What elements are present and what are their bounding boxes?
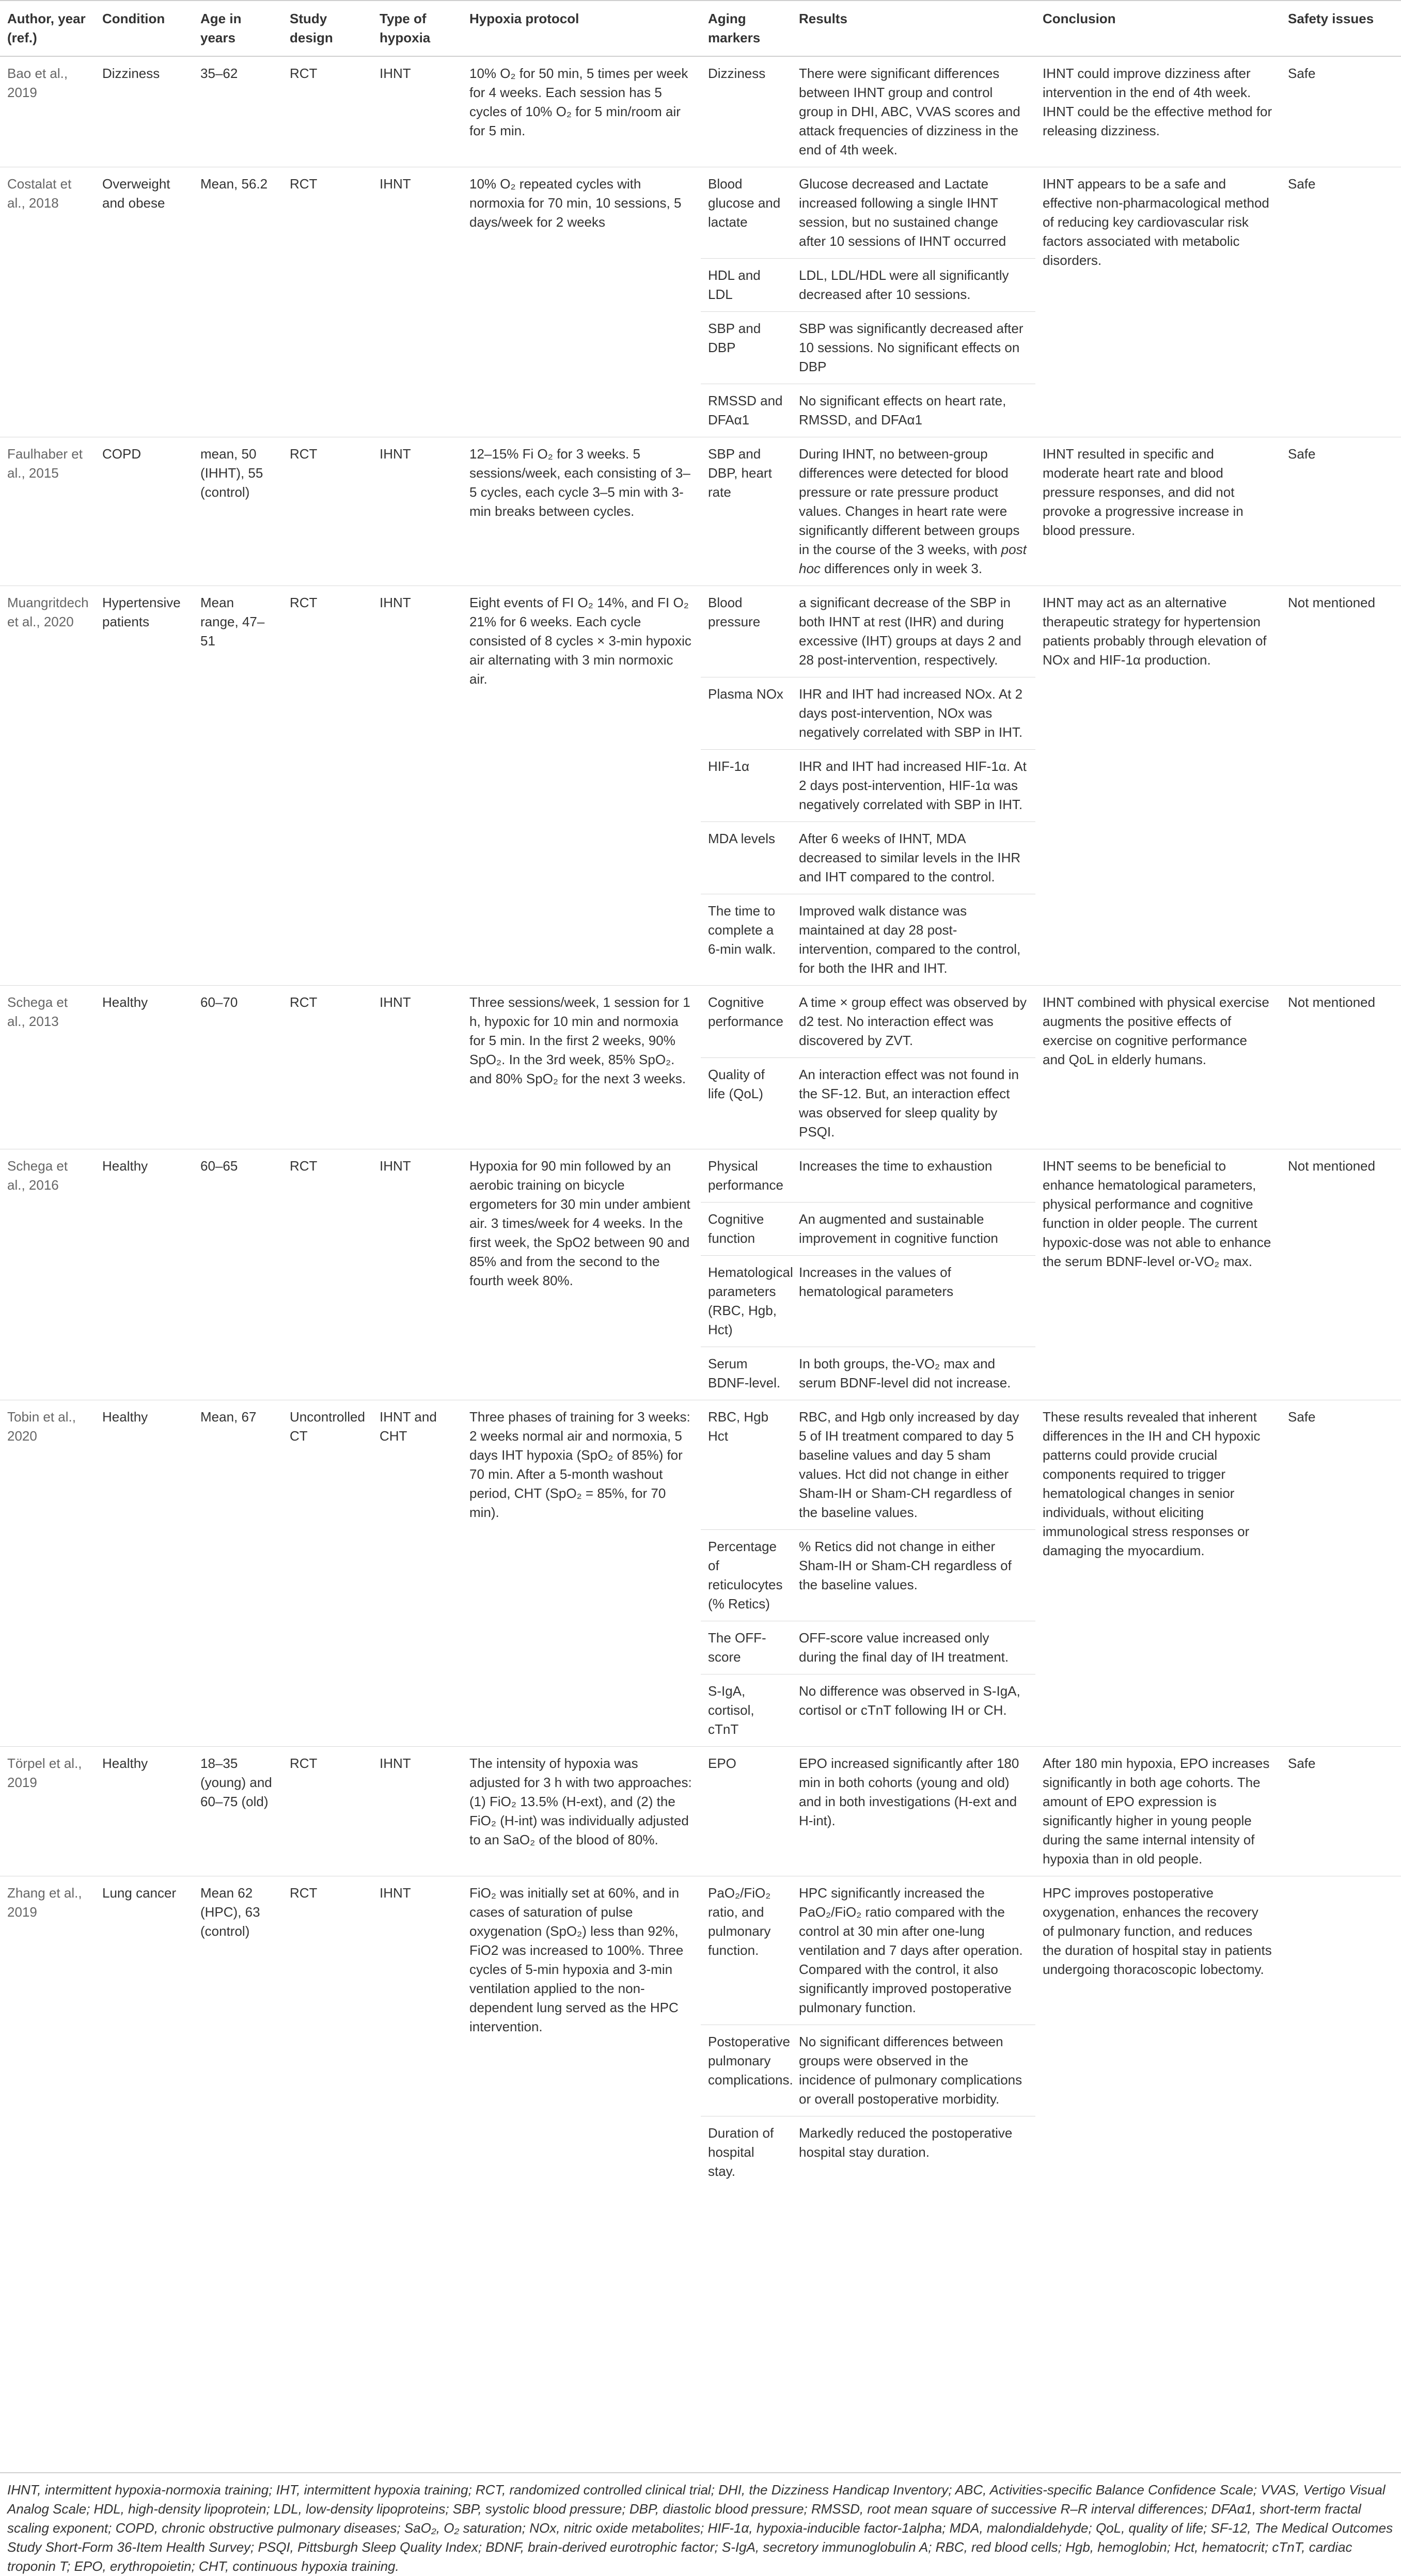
table-footnote: IHNT, intermittent hypoxia-normoxia training; IHT, intermittent hypoxia training; RCT, randomized controlled clinical trial; DHI, the Dizziness Handicap Inventory; ABC, Activities-specific Balance Confidence Scale; VVAS, Vertigo Visual Analog Scale; HDL, high-density lipoprotein; LDL, low-density lipoproteins; SBP, systolic blood pressure; DBP, diastolic blood pressure; RMSSD, root mean square of successive R–R interval differences; DFAα1, short-term fractal scaling exponent; COPD, chronic obstructive pulmonary diseases; SaO₂, O₂ saturation; NOx, nitric oxide metabolites; HIF-1α, hypoxia-inducible factor-1alpha; MDA, malondialdehyde; QoL, quality of life; SF-12, The Medical Outcomes Study Short-Form 36-Item Health Survey; PSQI, Pittsburgh Sleep Quality Index; BDNF, brain-derived eurotrophic factor; S-IgA, secretory immunoglobulin A; RBC, red blood cells; Hgb, hemoglobin; Hct, hematocrit; cTnT, cardiac troponin T; EPO, erythropoietin; CHT, continuous hypoxia training. (0, 2472, 1401, 2576)
study-condition: COPD (95, 437, 193, 586)
study-safety: Not mentioned (1281, 586, 1401, 986)
table-row (0, 167, 1401, 259)
study-conclusion: IHNT could improve dizziness after intervention in the end of 4th week. IHNT could be the effective method for releasing dizziness. (1035, 56, 1281, 167)
aging-marker: Blood pressure (701, 586, 792, 677)
study-age: Mean 62 (HPC), 63 (control) (193, 1876, 282, 2189)
aging-marker: Hematological parameters (RBC, Hgb, Hct) (701, 1256, 792, 1347)
study-protocol: Eight events of FI O₂ 14%, and FI O₂ 21% for 6 weeks. Each cycle consisted of 8 cycles × 3-min hypoxic air alternating with 3 min normoxic air. (462, 586, 701, 986)
study-protocol: FiO₂ was initially set at 60%, and in cases of saturation of pulse oxygenation (SpO₂) less than 92%, FiO2 was increased to 100%. Three cycles of 5-min hypoxia and 3-min ventilation applied to the non-dependent lung served as the HPC intervention. (462, 1876, 701, 2189)
study-condition: Hypertensive patients (95, 586, 193, 986)
aging-marker: The time to complete a 6-min walk. (701, 894, 792, 986)
study-design: RCT (282, 1747, 372, 1876)
result-text: IHR and IHT had increased NOx. At 2 days post-intervention, NOx was negatively correlated with SBP in IHT. (792, 677, 1035, 750)
aging-marker: Blood glucose and lactate (701, 167, 792, 259)
study-author: Törpel et al., 2019 (0, 1747, 95, 1876)
result-text: No significant differences between groups were observed in the incidence of pulmonary complications or overall postoperative morbidity. (792, 2025, 1035, 2116)
col-header-results: Results (792, 1, 1035, 56)
result-text: After 6 weeks of IHNT, MDA decreased to similar levels in the IHR and IHT compared to the control. (792, 822, 1035, 894)
col-header-safety: Safety issues (1281, 1, 1401, 56)
study-conclusion: IHNT appears to be a safe and effective non-pharmacological method of reducing key cardiovascular risk factors associated with metabolic disorders. (1035, 167, 1281, 437)
aging-marker: SBP and DBP (701, 312, 792, 384)
result-text: Increases in the values of hematological parameters (792, 1256, 1035, 1347)
study-hypoxia-type: IHNT (372, 1149, 462, 1400)
table-row (0, 986, 1401, 1058)
study-condition: Healthy (95, 1149, 193, 1400)
study-safety: Safe (1281, 167, 1401, 437)
table-row (0, 1400, 1401, 1530)
aging-marker: Serum BDNF-level. (701, 1347, 792, 1400)
italic-term: post hoc (799, 542, 1027, 576)
study-conclusion: IHNT combined with physical exercise augments the positive effects of exercise on cognitive performance and QoL in elderly humans. (1035, 986, 1281, 1149)
study-hypoxia-type: IHNT (372, 986, 462, 1149)
study-protocol: Hypoxia for 90 min followed by an aerobic training on bicycle ergometers for 30 min under ambient air. 3 times/week for 4 weeks. In the first week, the SpO2 between 90 and 85% and from the second to the fourth week 80%. (462, 1149, 701, 1400)
aging-marker: Quality of life (QoL) (701, 1058, 792, 1149)
study-conclusion: These results revealed that inherent differences in the IH and CH hypoxic patterns could provide crucial components required to trigger hematological changes in senior individuals, without eliciting immunological stress responses or damaging the myocardium. (1035, 1400, 1281, 1747)
study-age: Mean, 56.2 (193, 167, 282, 437)
study-safety: Not mentioned (1281, 1149, 1401, 1400)
aging-marker: SBP and DBP, heart rate (701, 437, 792, 586)
study-safety (1281, 1876, 1401, 2189)
study-age: Mean, 67 (193, 1400, 282, 1747)
study-protocol: 10% O₂ repeated cycles with normoxia for 70 min, 10 sessions, 5 days/week for 2 weeks (462, 167, 701, 437)
table-body (0, 56, 1401, 2188)
result-text: In both groups, the-VO₂ max and serum BDNF-level did not increase. (792, 1347, 1035, 1400)
study-design: RCT (282, 586, 372, 986)
study-hypoxia-type: IHNT (372, 1747, 462, 1876)
study-age: mean, 50 (IHHT), 55 (control) (193, 437, 282, 586)
study-author: Schega et al., 2013 (0, 986, 95, 1149)
study-design: RCT (282, 1876, 372, 2189)
study-safety: Safe (1281, 1400, 1401, 1747)
col-header-condition: Condition (95, 1, 193, 56)
col-header-type: Type of hypoxia (372, 1, 462, 56)
study-author: Faulhaber et al., 2015 (0, 437, 95, 586)
table-row (0, 1747, 1401, 1876)
result-text: A time × group effect was observed by d2 test. No interaction effect was discovered by ZVT. (792, 986, 1035, 1058)
study-author: Bao et al., 2019 (0, 56, 95, 167)
aging-marker: MDA levels (701, 822, 792, 894)
study-hypoxia-type: IHNT and CHT (372, 1400, 462, 1747)
aging-marker: RMSSD and DFAα1 (701, 384, 792, 437)
aging-marker: Cognitive function (701, 1203, 792, 1256)
aging-marker: Physical performance (701, 1149, 792, 1203)
result-text: SBP was significantly decreased after 10 sessions. No significant effects on DBP (792, 312, 1035, 384)
study-conclusion: IHNT seems to be beneficial to enhance hematological parameters, physical performance and cognitive function in older people. The current hypoxic-dose was not able to enhance the serum BDNF-level or-VO₂ max. (1035, 1149, 1281, 1400)
col-header-age: Age in years (193, 1, 282, 56)
result-text: Increases the time to exhaustion (792, 1149, 1035, 1203)
col-header-conclusion: Conclusion (1035, 1, 1281, 56)
aging-marker: Percentage of reticulocytes (% Retics) (701, 1530, 792, 1621)
study-protocol: Three sessions/week, 1 session for 1 h, hypoxic for 10 min and normoxia for 5 min. In the first 2 weeks, 90% SpO₂. In the 3rd week, 85% SpO₂. and 80% SpO₂ for the next 3 weeks. (462, 986, 701, 1149)
aging-marker: Duration of hospital stay. (701, 2116, 792, 2189)
study-safety: Safe (1281, 56, 1401, 167)
aging-marker: The OFF-score (701, 1621, 792, 1674)
result-text: During IHNT, no between-group differences were detected for blood pressure or rate pressure product values. Changes in heart rate were significantly different between groups in the course of the 3 weeks, with post hoc differences only in week 3. (792, 437, 1035, 586)
result-text: a significant decrease of the SBP in both IHNT at rest (IHR) and during excessive (IHT) groups at days 2 and 28 post-intervention, respectively. (792, 586, 1035, 677)
study-author: Muangritdech et al., 2020 (0, 586, 95, 986)
study-design: RCT (282, 167, 372, 437)
table-row (0, 1876, 1401, 2025)
study-hypoxia-type: IHNT (372, 167, 462, 437)
aging-marker: EPO (701, 1747, 792, 1876)
result-text: OFF-score value increased only during the final day of IH treatment. (792, 1621, 1035, 1674)
table-row (0, 1149, 1401, 1203)
result-text: HPC significantly increased the PaO₂/FiO₂ ratio compared with the control at 30 min after one-lung ventilation and 7 days after operation. Compared with the control, it also significantly improved postoperative pulmonary function. (792, 1876, 1035, 2025)
study-age: 18–35 (young) and 60–75 (old) (193, 1747, 282, 1876)
result-text: % Retics did not change in either Sham-IH or Sham-CH regardless of the baseline values. (792, 1530, 1035, 1621)
study-age: 35–62 (193, 56, 282, 167)
study-condition: Healthy (95, 986, 193, 1149)
study-hypoxia-type: IHNT (372, 437, 462, 586)
study-hypoxia-type: IHNT (372, 56, 462, 167)
col-header-design: Study design (282, 1, 372, 56)
result-text: No difference was observed in S-IgA, cortisol or cTnT following IH or CH. (792, 1674, 1035, 1747)
study-conclusion: IHNT resulted in specific and moderate heart rate and blood pressure responses, and did not provoke a progressive increase in blood pressure. (1035, 437, 1281, 586)
study-conclusion: HPC improves postoperative oxygenation, enhances the recovery of pulmonary function, and reduces the duration of hospital stay in patients undergoing thoracoscopic lobectomy. (1035, 1876, 1281, 2189)
study-design: RCT (282, 56, 372, 167)
col-header-protocol: Hypoxia protocol (462, 1, 701, 56)
study-condition: Lung cancer (95, 1876, 193, 2189)
study-age: 60–65 (193, 1149, 282, 1400)
study-author: Costalat et al., 2018 (0, 167, 95, 437)
table-row (0, 56, 1401, 167)
study-condition: Healthy (95, 1400, 193, 1747)
result-text: An augmented and sustainable improvement in cognitive function (792, 1203, 1035, 1256)
aging-marker: S-IgA, cortisol, cTnT (701, 1674, 792, 1747)
result-text: EPO increased significantly after 180 min in both cohorts (young and old) and in both investigations (H-ext and H-int). (792, 1747, 1035, 1876)
study-protocol: 12–15% Fi O₂ for 3 weeks. 5 sessions/week, each consisting of 3–5 cycles, each cycle 3–5 min with 3-min breaks between cycles. (462, 437, 701, 586)
aging-marker: Postoperative pulmonary complications. (701, 2025, 792, 2116)
table-row (0, 586, 1401, 677)
study-author: Tobin et al., 2020 (0, 1400, 95, 1747)
result-text: Improved walk distance was maintained at day 28 post-intervention, compared to the control, for both the IHR and IHT. (792, 894, 1035, 986)
aging-marker: Cognitive performance (701, 986, 792, 1058)
aging-marker: RBC, Hgb Hct (701, 1400, 792, 1530)
study-safety: Safe (1281, 437, 1401, 586)
aging-marker: PaO₂/FiO₂ ratio, and pulmonary function. (701, 1876, 792, 2025)
study-protocol: The intensity of hypoxia was adjusted for 3 h with two approaches: (1) FiO₂ 13.5% (H-ext), and (2) the FiO₂ (H-int) was individually adjusted to an SaO₂ of the blood of 80%. (462, 1747, 701, 1876)
result-text: There were significant differences between IHNT group and control group in DHI, ABC, VVAS scores and attack frequencies of dizziness in the end of 4th week. (792, 56, 1035, 167)
aging-marker: Plasma NOx (701, 677, 792, 750)
study-design: RCT (282, 437, 372, 586)
study-age: Mean range, 47–51 (193, 586, 282, 986)
study-author: Schega et al., 2016 (0, 1149, 95, 1400)
study-design: RCT (282, 1149, 372, 1400)
study-age: 60–70 (193, 986, 282, 1149)
result-text: Markedly reduced the postoperative hospital stay duration. (792, 2116, 1035, 2189)
result-text: Glucose decreased and Lactate increased following a single IHNT session, but no sustained change after 10 sessions of IHNT occurred (792, 167, 1035, 259)
study-hypoxia-type: IHNT (372, 1876, 462, 2189)
result-text: IHR and IHT had increased HIF-1α. At 2 days post-intervention, HIF-1α was negatively correlated with SBP in IHT. (792, 750, 1035, 822)
study-hypoxia-type: IHNT (372, 586, 462, 986)
aging-marker: HIF-1α (701, 750, 792, 822)
col-header-markers: Aging markers (701, 1, 792, 56)
study-condition: Healthy (95, 1747, 193, 1876)
table-row (0, 437, 1401, 586)
study-conclusion: After 180 min hypoxia, EPO increases significantly in both age cohorts. The amount of EPO expression is significantly higher in young people during the same internal intensity of hypoxia than in old people. (1035, 1747, 1281, 1876)
study-design: Uncontrolled CT (282, 1400, 372, 1747)
study-condition: Overweight and obese (95, 167, 193, 437)
study-condition: Dizziness (95, 56, 193, 167)
study-conclusion: IHNT may act as an alternative therapeutic strategy for hypertension patients probably through elevation of NOx and HIF-1α production. (1035, 586, 1281, 986)
study-safety: Safe (1281, 1747, 1401, 1876)
study-author: Zhang et al., 2019 (0, 1876, 95, 2189)
aging-marker: HDL and LDL (701, 259, 792, 312)
study-protocol: 10% O₂ for 50 min, 5 times per week for 4 weeks. Each session has 5 cycles of 10% O₂ for 5 min/room air for 5 min. (462, 56, 701, 167)
study-safety: Not mentioned (1281, 986, 1401, 1149)
result-text: LDL, LDL/HDL were all significantly decreased after 10 sessions. (792, 259, 1035, 312)
study-protocol: Three phases of training for 3 weeks: 2 weeks normal air and normoxia, 5 days IHT hypoxia (SpO₂ of 85%) for 70 min. After a 5-month washout period, CHT (SpO₂ = 85%, for 70 min). (462, 1400, 701, 1747)
result-text: No significant effects on heart rate, RMSSD, and DFAα1 (792, 384, 1035, 437)
col-header-author: Author, year (ref.) (0, 1, 95, 56)
header-row (0, 1, 1401, 56)
aging-marker: Dizziness (701, 56, 792, 167)
result-text: RBC, and Hgb only increased by day 5 of IH treatment compared to day 5 baseline values and day 5 sham values. Hct did not change in either Sham-IH or Sham-CH regardless of the baseline values. (792, 1400, 1035, 1530)
result-text: An interaction effect was not found in the SF-12. But, an interaction effect was observed for sleep quality by PSQI. (792, 1058, 1035, 1149)
study-design: RCT (282, 986, 372, 1149)
